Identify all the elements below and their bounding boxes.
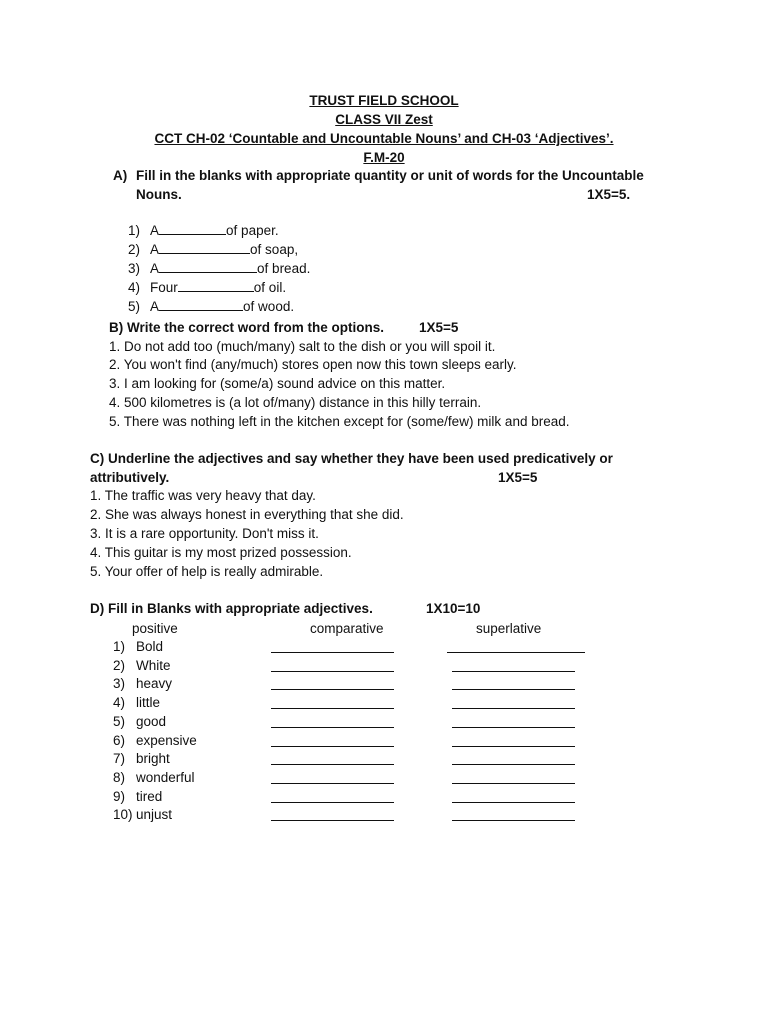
section-a-title-line2: Nouns. — [136, 187, 182, 202]
adjective-positive: bright — [136, 751, 170, 766]
section-c-item: 5. Your offer of help is really admirable. — [90, 564, 324, 579]
item-prefix: A — [150, 242, 160, 257]
item-number: 1) — [128, 223, 141, 238]
section-c-item: 4. This guitar is my most prized possession. — [90, 545, 352, 560]
comparative-blank[interactable] — [271, 783, 394, 784]
section-a-marks: 1X5=5. — [587, 187, 631, 202]
comparative-blank[interactable] — [271, 689, 394, 690]
item-suffix: of bread. — [257, 261, 311, 276]
class-name: CLASS VII Zest — [335, 112, 433, 127]
full-marks: F.M-20 — [363, 150, 405, 165]
comparative-blank[interactable] — [271, 746, 394, 747]
section-d-marks: 1X10=10 — [426, 601, 481, 616]
item-number: 4) — [128, 280, 141, 295]
item-suffix: of oil. — [253, 280, 287, 295]
school-name: TRUST FIELD SCHOOL — [309, 93, 459, 108]
adjective-positive: White — [136, 658, 171, 673]
adjective-number: 1) — [113, 639, 126, 654]
section-a-marker: A) — [113, 168, 128, 183]
item-number: 2) — [128, 242, 141, 257]
adjective-number: 10) — [113, 807, 133, 822]
item-suffix: of paper. — [226, 223, 279, 238]
adjective-number: 8) — [113, 770, 126, 785]
section-c-item: 2. She was always honest in everything that she did. — [90, 507, 404, 522]
comparative-blank[interactable] — [271, 671, 394, 672]
adjective-number: 2) — [113, 658, 126, 673]
superlative-blank[interactable] — [452, 746, 575, 747]
adjective-positive: unjust — [136, 807, 173, 822]
superlative-blank[interactable] — [452, 802, 575, 803]
superlative-blank[interactable] — [452, 689, 575, 690]
superlative-blank[interactable] — [452, 820, 575, 821]
item-suffix: of wood. — [243, 299, 295, 314]
item-number: 5) — [128, 299, 141, 314]
adjective-number: 6) — [113, 733, 126, 748]
column-header-positive: positive — [132, 621, 178, 636]
adjective-positive: good — [136, 714, 167, 729]
adjective-positive: heavy — [136, 676, 173, 691]
adjective-positive: tired — [136, 789, 163, 804]
item-number: 3) — [128, 261, 141, 276]
adjective-positive: expensive — [136, 733, 197, 748]
comparative-blank[interactable] — [271, 802, 394, 803]
section-d-title: D) Fill in Blanks with appropriate adjectives. — [90, 601, 373, 616]
adjective-number: 7) — [113, 751, 126, 766]
adjective-number: 3) — [113, 676, 126, 691]
adjective-number: 5) — [113, 714, 126, 729]
section-b-item: 1. Do not add too (much/many) salt to the dish or you will spoil it. — [109, 339, 496, 354]
section-b-item: 2. You won't find (any/much) stores open now this town sleeps early. — [109, 357, 517, 372]
section-c-title-line1: C) Underline the adjectives and say whether they have been used predicatively or — [90, 451, 613, 466]
section-b-item: 5. There was nothing left in the kitchen except for (some/few) milk and bread. — [109, 414, 570, 429]
section-c-item: 1. The traffic was very heavy that day. — [90, 488, 316, 503]
section-b-marks: 1X5=5 — [419, 320, 459, 335]
item-prefix: Four — [150, 280, 178, 295]
superlative-blank[interactable] — [447, 652, 585, 653]
section-c-title-line2: attributively. — [90, 470, 170, 485]
superlative-blank[interactable] — [452, 783, 575, 784]
item-prefix: A — [150, 261, 160, 276]
item-prefix: A — [150, 223, 160, 238]
item-prefix: A — [150, 299, 160, 314]
superlative-blank[interactable] — [452, 671, 575, 672]
adjective-positive: little — [136, 695, 161, 710]
subject-title: CCT CH-02 ‘Countable and Uncountable Nouns’ and CH-03 ‘Adjectives’. — [154, 131, 614, 146]
adjective-number: 4) — [113, 695, 126, 710]
comparative-blank[interactable] — [271, 764, 394, 765]
section-c-marks: 1X5=5 — [498, 470, 538, 485]
comparative-blank[interactable] — [271, 708, 394, 709]
item-suffix: of soap, — [250, 242, 299, 257]
answer-blank[interactable] — [159, 298, 243, 311]
comparative-blank[interactable] — [271, 820, 394, 821]
column-header-comparative: comparative — [310, 621, 384, 636]
superlative-blank[interactable] — [452, 708, 575, 709]
comparative-blank[interactable] — [271, 727, 394, 728]
section-c-item: 3. It is a rare opportunity. Don't miss it. — [90, 526, 319, 541]
column-header-superlative: superlative — [476, 621, 542, 636]
comparative-blank[interactable] — [271, 652, 394, 653]
section-b-title: B) Write the correct word from the options. — [109, 320, 385, 335]
superlative-blank[interactable] — [452, 727, 575, 728]
superlative-blank[interactable] — [452, 764, 575, 765]
section-a-title-line1: Fill in the blanks with appropriate quantity or unit of words for the Uncountable — [136, 168, 644, 183]
adjective-number: 9) — [113, 789, 126, 804]
section-b-item: 4. 500 kilometres is (a lot of/many) distance in this hilly terrain. — [109, 395, 482, 410]
adjective-positive: wonderful — [136, 770, 195, 785]
adjective-positive: Bold — [136, 639, 164, 654]
section-b-item: 3. I am looking for (some/a) sound advice on this matter. — [109, 376, 446, 391]
